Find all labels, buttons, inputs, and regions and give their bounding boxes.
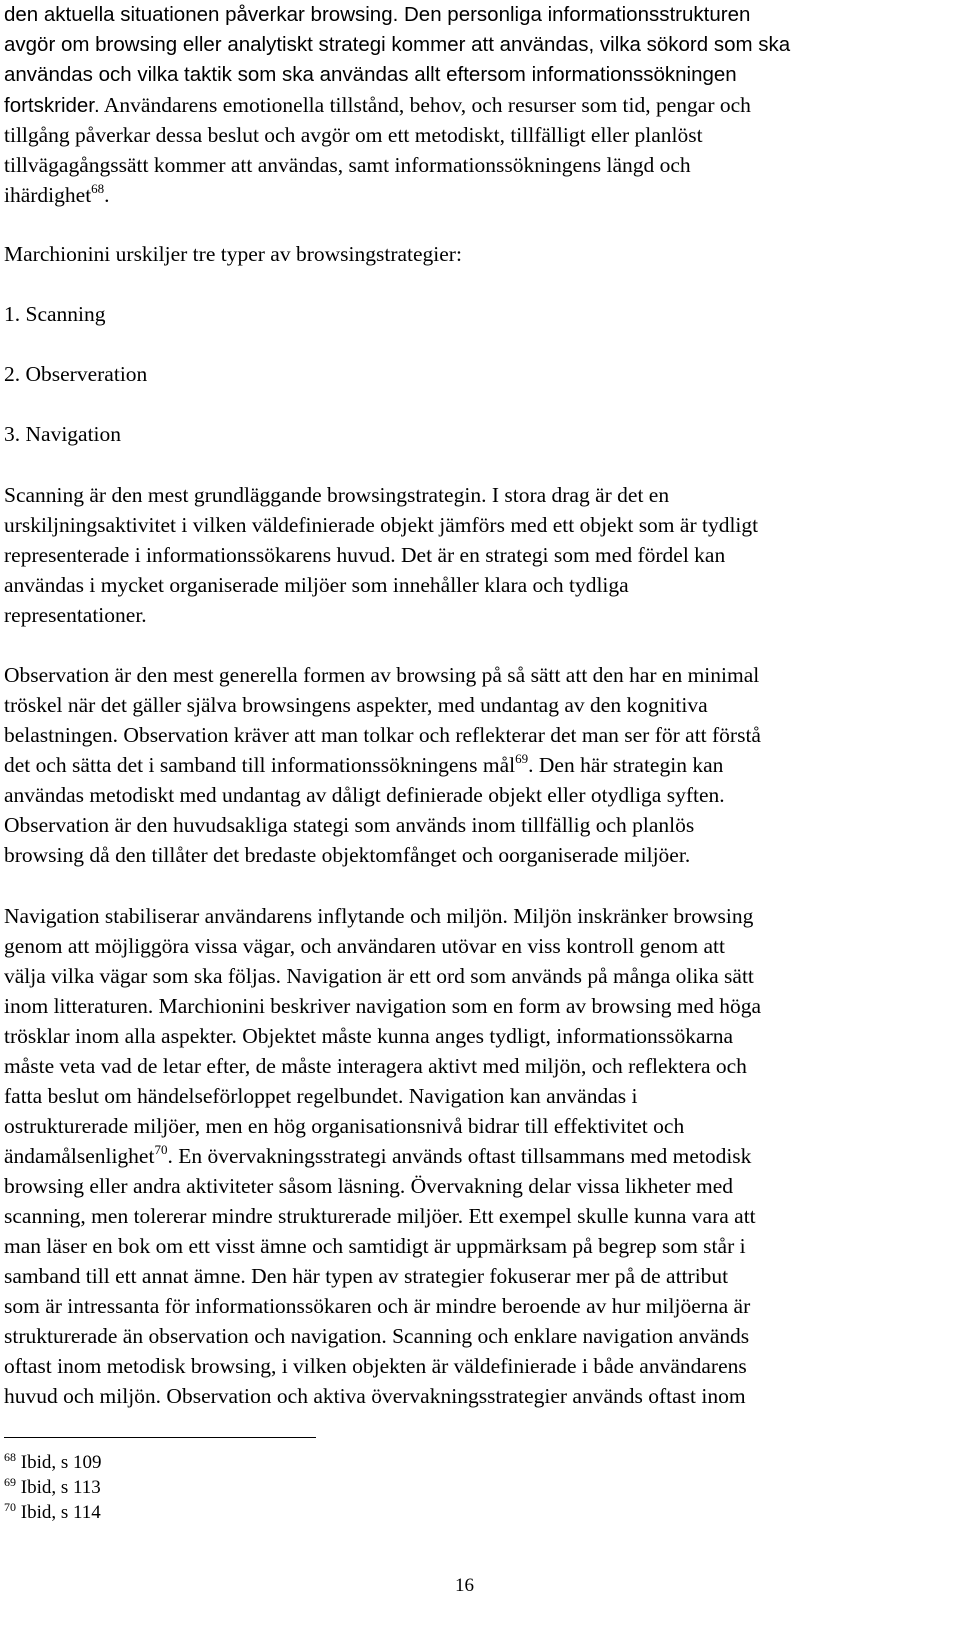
paragraph-line: välja vilka vägar som ska följas. Navigation är ett ord som används på många olika sätt — [4, 964, 754, 988]
footnote-text: Ibid, s 109 — [16, 1452, 102, 1473]
text-fragment: Användarens emotionella tillstånd, behov, och resurser som tid, pengar och — [99, 93, 751, 117]
paragraph-line: belastningen. Observation kräver att man tolkar och reflekterar det man ser för att förstå — [4, 723, 761, 747]
paragraph-line: representerade i informationssökarens huvud. Det är en strategi som med fördel kan — [4, 543, 726, 567]
footnote — [4, 1476, 101, 1500]
paragraph-line: urskiljningsaktivitet i vilken väldefinierade objekt jämförs med ett objekt som är tydligt — [4, 513, 759, 537]
paragraph-line: Observation är den huvudsakliga stategi som används inom tillfällig och planlös — [4, 813, 695, 837]
paragraph-line: tillgång påverkar dessa beslut och avgör om ett metodiskt, tillfälligt eller planlöst — [4, 123, 703, 147]
text-fragment: fortskrider. — [4, 94, 100, 117]
text-fragment: . — [104, 183, 110, 207]
paragraph-line: den aktuella situationen påverkar browsing. Den personliga informationsstrukturen — [4, 3, 751, 26]
paragraph-line: fatta beslut om händelseförloppet regelbundet. Navigation kan användas i — [4, 1084, 638, 1108]
paragraph-line: tröskel när det gäller själva browsingens aspekter, med undantag av den kognitiva — [4, 693, 708, 717]
paragraph-line: som är intressanta för informationssökaren och är mindre beroende av hur miljöerna är — [4, 1294, 751, 1318]
paragraph-line — [4, 92, 751, 119]
footnote — [4, 1501, 101, 1525]
text-fragment: det och sätta det i samband till informationssökningens mål — [4, 753, 516, 777]
page-number: 16 — [455, 1575, 474, 1596]
footnote-ref: 68 — [91, 181, 105, 196]
paragraph-line: browsing då den tillåter det bredaste objektomfånget och oorganiserade miljöer. — [4, 843, 691, 867]
paragraph-line: användas metodiskt med undantag av dåligt definierade objekt eller otydliga syften. — [4, 783, 725, 807]
footnote-number: 70 — [4, 1500, 16, 1514]
paragraph-line: tillvägagångssätt kommer att användas, samt informationssökningens längd och — [4, 153, 691, 177]
paragraph-line: användas och vilka taktik som ska användas allt eftersom informationssökningen — [4, 63, 737, 86]
footnote-text: Ibid, s 113 — [16, 1477, 101, 1498]
text-fragment: ändamålsenlighet — [4, 1144, 155, 1168]
paragraph-line: strukturerade än observation och navigation. Scanning och enklare navigation används — [4, 1324, 750, 1348]
footnote-ref: 69 — [515, 751, 529, 766]
footnote-number: 68 — [4, 1450, 16, 1464]
paragraph-line: trösklar inom alla aspekter. Objektet måste kunna anges tydligt, informationssökarna — [4, 1024, 734, 1048]
list-item: 2. Observeration — [4, 362, 148, 386]
paragraph-line: samband till ett annat ämne. Den här typen av strategier fokuserar mer på de attribut — [4, 1264, 729, 1288]
paragraph-line — [4, 1143, 751, 1169]
text-fragment: . En övervakningsstrategi används oftast tillsammans med metodisk — [167, 1144, 752, 1168]
paragraph-line: Observation är den mest generella formen av browsing på så sätt att den har en minimal — [4, 663, 760, 687]
footnote-text: Ibid, s 114 — [16, 1502, 101, 1523]
paragraph-line: Scanning är den mest grundläggande browsingstrategin. I stora drag är det en — [4, 483, 670, 507]
paragraph-line: browsing eller andra aktiviteter såsom läsning. Övervakning delar vissa likheter med — [4, 1174, 733, 1198]
paragraph-line: huvud och miljön. Observation och aktiva övervakningsstrategier används oftast inom — [4, 1384, 746, 1408]
paragraph-line: avgör om browsing eller analytiskt strategi kommer att användas, vilka sökord som ska — [4, 33, 791, 56]
text-fragment: ihärdighet — [4, 183, 92, 207]
footnote-number: 69 — [4, 1475, 16, 1489]
list-item: 1. Scanning — [4, 302, 106, 326]
paragraph-line: representationer. — [4, 603, 147, 627]
paragraph-line: inom litteraturen. Marchionini beskriver navigation som en form av browsing med höga — [4, 994, 762, 1018]
paragraph-line: man läser en bok om ett visst ämne och samtidigt är uppmärksam på begrep som står i — [4, 1234, 746, 1258]
paragraph-line: måste veta vad de letar efter, de måste interagera aktivt med miljön, och reflektera och — [4, 1054, 747, 1078]
paragraph-line: ostrukturerade miljöer, men en hög organisationsnivå bidrar till effektivitet och — [4, 1114, 685, 1138]
paragraph-line: användas i mycket organiserade miljöer som innehåller klara och tydliga — [4, 573, 629, 597]
footnote — [4, 1451, 102, 1475]
paragraph-line: Navigation stabiliserar användarens inflytande och miljön. Miljön inskränker browsing — [4, 904, 754, 928]
footnote-divider — [4, 1437, 316, 1438]
intro-line: Marchionini urskiljer tre typer av browsingstrategier: — [4, 242, 462, 266]
list-item: 3. Navigation — [4, 422, 122, 446]
footnote-ref: 70 — [154, 1142, 168, 1157]
text-fragment: . Den här strategin kan — [528, 753, 724, 777]
paragraph-line — [4, 182, 110, 208]
paragraph-line: oftast inom metodisk browsing, i vilken objekten är väldefinierade i både användarens — [4, 1354, 747, 1378]
paragraph-line: genom att möjliggöra vissa vägar, och användaren utövar en viss kontroll genom att — [4, 934, 725, 958]
paragraph-line — [4, 752, 723, 778]
paragraph-line: scanning, men tolererar mindre strukturerade miljöer. Ett exempel skulle kunna vara att — [4, 1204, 756, 1228]
